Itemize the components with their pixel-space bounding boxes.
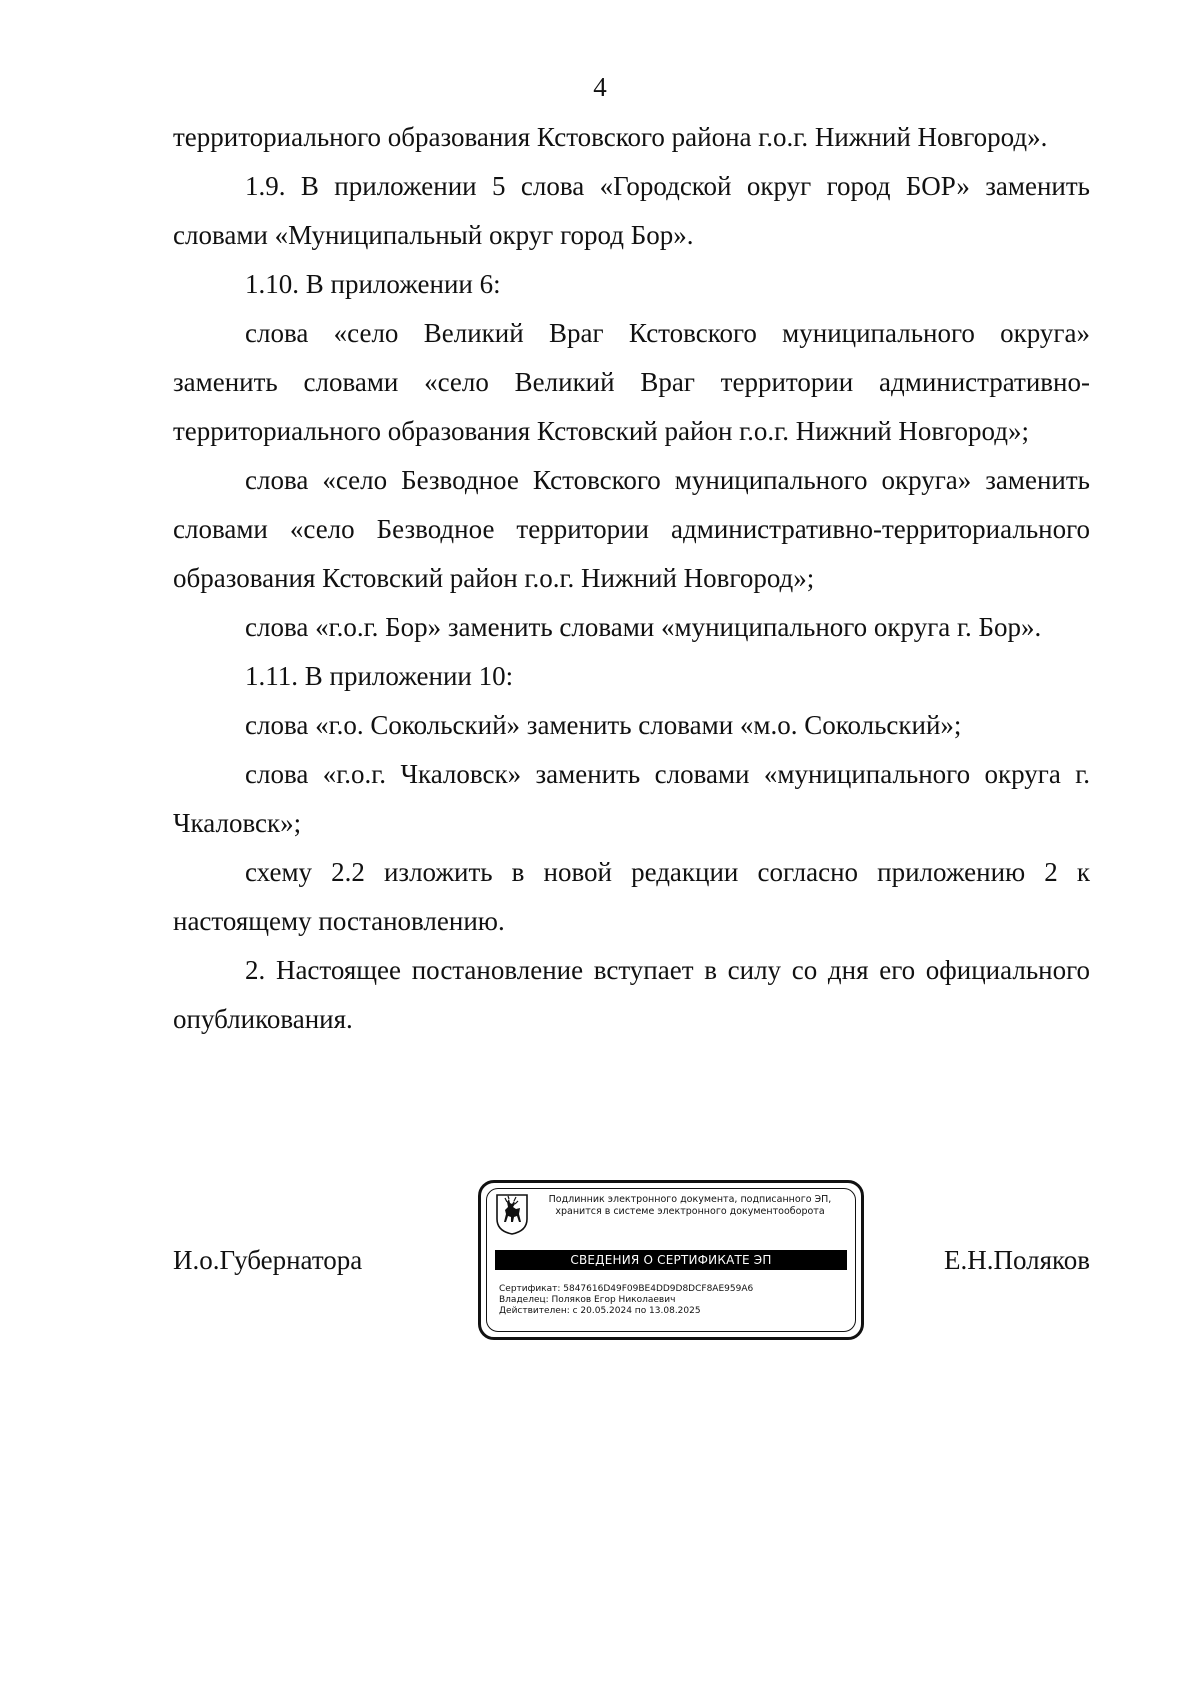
paragraph-sokolsky: слова «г.о. Сокольский» заменить словами «м.о. Сокольский»; (245, 710, 962, 740)
paragraph-velikiy-vrag: слова «село Великий Враг Кстовского муниципального округа» заменить словами «село Великий Враг территории административно-территориального образования Кстовский район г.о.г. Нижний Новгород»; (173, 318, 1090, 446)
paragraph-1-10: 1.10. В приложении 6: (245, 269, 501, 299)
paragraph-continuation: территориального образования Кстовского района г.о.г. Нижний Новгород». (173, 122, 1048, 152)
signer-name: Е.Н.Поляков (943, 1245, 1090, 1275)
paragraph-bor: слова «г.о.г. Бор» заменить словами «муниципального округа г. Бор». (245, 612, 1042, 642)
stamp-caption (529, 1194, 851, 1218)
paragraph-bezvodnoe: слова «село Безводное Кстовского муниципального округа» заменить словами «село Безводное территории административно-территориального образования Кстовский район г.о.г. Нижний Новгород»; (173, 465, 1090, 593)
certificate-header: СВЕДЕНИЯ О СЕРТИФИКАТЕ ЭП (495, 1250, 847, 1270)
paragraph-1-11: 1.11. В приложении 10: (245, 661, 514, 691)
paragraph-scheme: схему 2.2 изложить в новой редакции согласно приложению 2 к настоящему постановлению. (173, 857, 1090, 936)
paragraph-1-9: 1.9. В приложении 5 слова «Городской округ город БОР» заменить словами «Муниципальный округ город Бор». (173, 171, 1090, 250)
signature-block (173, 1180, 1090, 1345)
deer-emblem-icon (495, 1193, 529, 1235)
certificate-number: Сертификат: 5847616D49F09BE4DD9D8DCF8AE959A6 (499, 1284, 754, 1294)
stamp-caption-line: хранится в системе электронного документооборота (555, 1206, 825, 1217)
certificate-owner: Владелец: Поляков Егор Николаевич (499, 1295, 676, 1305)
electronic-signature-stamp (478, 1180, 864, 1340)
document-body (173, 113, 1090, 1044)
stamp-caption-line: Подлинник электронного документа, подписанного ЭП, (548, 1194, 832, 1205)
certificate-validity: Действителен: с 20.05.2024 по 13.08.2025 (499, 1306, 701, 1316)
paragraph-chkalovsk: слова «г.о.г. Чкаловск» заменить словами «муниципального округа г. Чкаловск»; (173, 759, 1090, 838)
page-number: 4 (593, 72, 607, 102)
paragraph-2: 2. Настоящее постановление вступает в силу со дня его официального опубликования. (173, 955, 1090, 1034)
certificate-details (499, 1284, 753, 1317)
signer-position: И.о.Губернатора (173, 1245, 363, 1275)
